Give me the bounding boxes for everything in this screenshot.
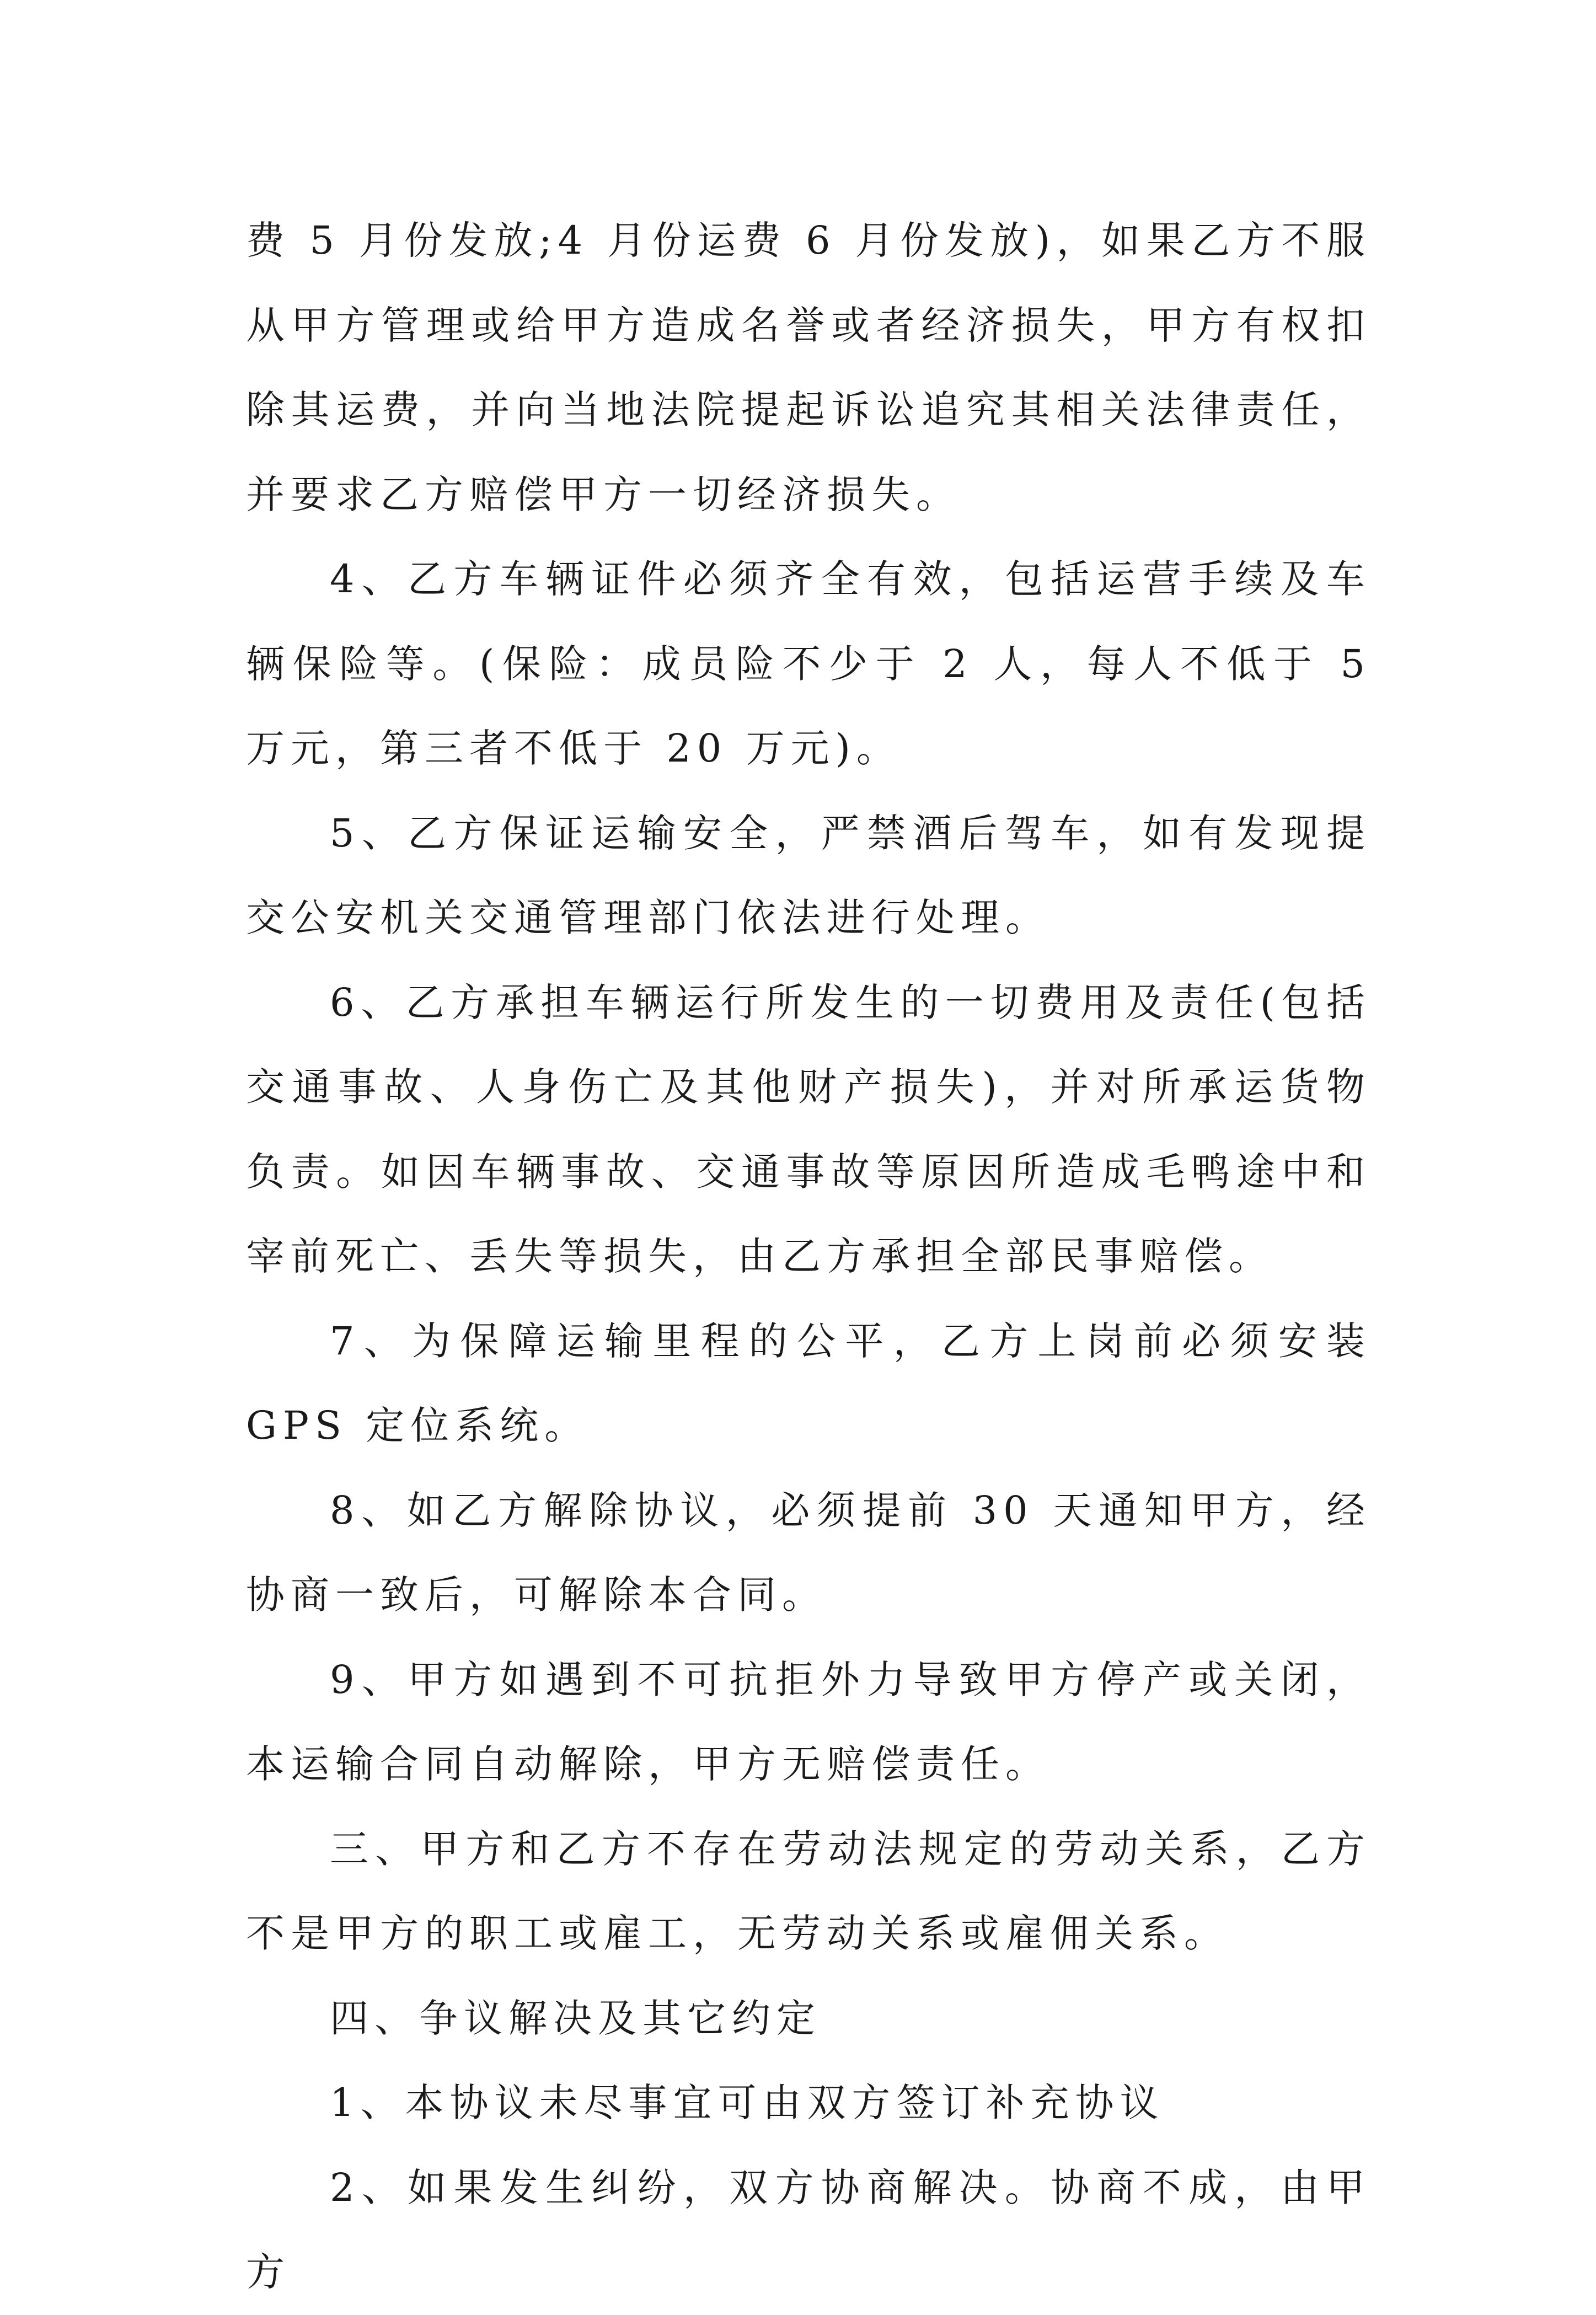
paragraph-clause-4: 4、乙方车辆证件必须齐全有效，包括运营手续及车辆保险等。(保险：成员险不少于 2 人，每人不低于 5 万元，第三者不低于 20 万元)。 — [246, 556, 1371, 771]
document-body — [246, 199, 1371, 2315]
paragraph-section-4-item-1: 1、本协议未尽事宜可由双方签订补充协议 — [330, 2080, 1165, 2125]
paragraph-payment-terms: 费 5 月份发放;4 月份运费 6 月份发放)，如果乙方不服从甲方管理或给甲方造成名誉或者经济损失，甲方有权扣除其运费，并向当地法院提起诉讼追究其相关法律责任，并要求乙方赔偿甲方一切经济损失。 — [246, 218, 1371, 517]
paragraph-clause-7: 7、为保障运输里程的公平，乙方上岗前必须安装 GPS 定位系统。 — [246, 1318, 1371, 1448]
paragraph-clause-5: 5、乙方保证运输安全，严禁酒后驾车，如有发现提交公安机关交通管理部门依法进行处理。 — [246, 810, 1371, 940]
paragraph-clause-6: 6、乙方承担车辆运行所发生的一切费用及责任(包括交通事故、人身伤亡及其他财产损失)，并对所承运货物负责。如因车辆事故、交通事故等原因所造成毛鸭途中和宰前死亡、丢失等损失，由乙方承担全部民事赔偿。 — [246, 979, 1371, 1279]
paragraph-clause-8: 8、如乙方解除协议，必须提前 30 天通知甲方，经协商一致后，可解除本合同。 — [246, 1487, 1371, 1617]
paragraph-section-4-item-2: 2、如果发生纠纷，双方协商解决。协商不成，由甲方 — [246, 2164, 1371, 2295]
paragraph-clause-9: 9、甲方如遇到不可抗拒外力导致甲方停产或关闭，本运输合同自动解除，甲方无赔偿责任。 — [246, 1657, 1371, 1787]
paragraph-section-3: 三、甲方和乙方不存在劳动法规定的劳动关系，乙方不是甲方的职工或雇工，无劳动关系或雇佣关系。 — [246, 1826, 1371, 1956]
heading-section-4: 四、争议解决及其它约定 — [330, 1995, 821, 2041]
